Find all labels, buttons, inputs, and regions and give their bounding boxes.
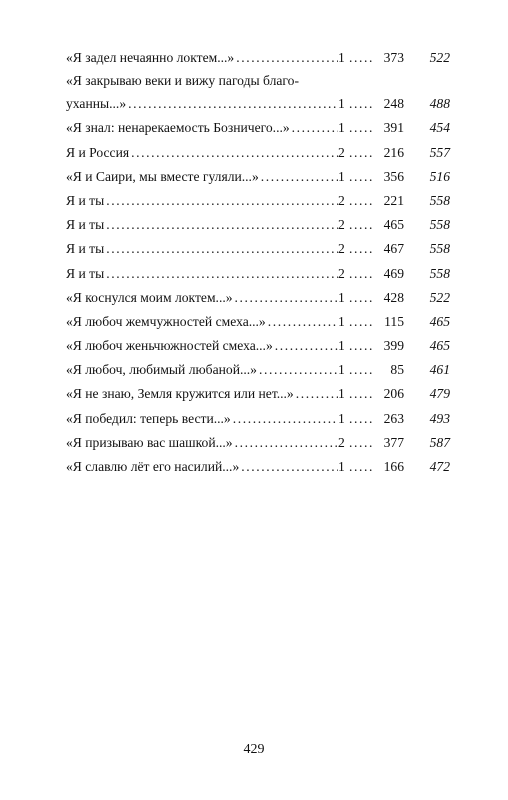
entry-volume: 1 bbox=[338, 410, 345, 426]
entry-title: «Я знал: ненарекаемость Бозничего...» bbox=[66, 120, 290, 136]
entry-title-line1: «Я закрываю веки и вижу пагоды благо- bbox=[66, 73, 299, 89]
dot-leader bbox=[259, 165, 338, 189]
entry-page: 166 bbox=[383, 459, 404, 474]
index-entry bbox=[66, 116, 450, 140]
entry-page: 115 bbox=[384, 313, 404, 329]
index-entry bbox=[66, 382, 450, 406]
entry-title: «Я славлю лёт его насилий...» bbox=[66, 459, 240, 474]
dot-leader bbox=[290, 116, 338, 140]
entry-volume: 1 bbox=[338, 362, 345, 378]
entry-volume: 2 bbox=[338, 192, 345, 208]
dot-leader bbox=[104, 189, 338, 213]
entry-page: 399 bbox=[383, 338, 404, 354]
entry-alt-page: 465 bbox=[429, 313, 450, 329]
index-entry bbox=[66, 141, 450, 165]
index-entry bbox=[66, 92, 450, 116]
index-entry bbox=[66, 262, 450, 286]
dot-leader bbox=[234, 46, 338, 70]
entry-alt-page: 558 bbox=[429, 217, 450, 233]
entry-alt-page: 461 bbox=[429, 362, 450, 378]
dot-leader bbox=[126, 92, 338, 116]
dot-leader bbox=[273, 334, 338, 358]
entry-page: 216 bbox=[383, 144, 404, 160]
entry-volume: 1 bbox=[338, 168, 345, 184]
volume-dots: ..... bbox=[349, 410, 374, 426]
entry-volume: 1 bbox=[338, 50, 345, 65]
entry-alt-page: 558 bbox=[429, 241, 450, 257]
volume-dots: ..... bbox=[349, 144, 374, 160]
entry-title: «Я любоч женьчюжностей смеха...» bbox=[66, 338, 273, 354]
entry-volume: 1 bbox=[338, 289, 345, 305]
volume-dots: ..... bbox=[349, 459, 374, 474]
volume-dots: ..... bbox=[349, 338, 374, 354]
index-entry-first-line bbox=[66, 70, 450, 92]
entry-page: 391 bbox=[383, 120, 404, 136]
volume-dots: ..... bbox=[349, 50, 374, 65]
entry-volume: 2 bbox=[338, 144, 345, 160]
volume-dots: ..... bbox=[349, 96, 374, 112]
index-list bbox=[66, 46, 450, 479]
dot-leader bbox=[231, 407, 338, 431]
volume-dots: ..... bbox=[349, 265, 374, 281]
dot-leader bbox=[233, 286, 338, 310]
entry-page: 85 bbox=[390, 362, 404, 378]
entry-page: 221 bbox=[383, 192, 404, 208]
volume-dots: ..... bbox=[349, 241, 374, 257]
index-entry bbox=[66, 407, 450, 431]
dot-leader bbox=[239, 455, 338, 479]
entry-alt-page: 465 bbox=[429, 338, 450, 354]
index-entry bbox=[66, 213, 450, 237]
index-entry bbox=[66, 237, 450, 261]
entry-volume: 2 bbox=[338, 265, 345, 281]
index-entry bbox=[66, 334, 450, 358]
entry-page: 263 bbox=[383, 410, 404, 426]
volume-dots: ..... bbox=[349, 192, 374, 208]
entry-title: «Я и Саири, мы вместе гуляли...» bbox=[66, 168, 259, 184]
dot-leader bbox=[104, 262, 338, 286]
entry-volume: 1 bbox=[338, 459, 345, 474]
entry-volume: 1 bbox=[338, 386, 345, 402]
dot-leader bbox=[266, 310, 338, 334]
entry-volume: 2 bbox=[338, 217, 345, 233]
entry-title: Я и ты bbox=[66, 265, 105, 281]
entry-page: 377 bbox=[383, 434, 404, 450]
entry-title: «Я любоч жемчужностей смеха...» bbox=[66, 313, 266, 329]
index-entry bbox=[66, 46, 450, 70]
entry-page: 469 bbox=[383, 265, 404, 281]
entry-alt-page: 557 bbox=[429, 144, 450, 160]
entry-alt-page: 522 bbox=[429, 289, 450, 305]
entry-volume: 2 bbox=[338, 241, 345, 257]
entry-page: 206 bbox=[383, 386, 404, 402]
volume-dots: ..... bbox=[349, 120, 374, 136]
entry-alt-page: 472 bbox=[429, 459, 450, 474]
entry-alt-page: 488 bbox=[429, 96, 450, 112]
entry-alt-page: 558 bbox=[429, 192, 450, 208]
entry-volume: 1 bbox=[338, 120, 345, 136]
entry-title: Я и ты bbox=[66, 217, 105, 233]
entry-title: «Я задел нечаянно локтем...» bbox=[66, 50, 235, 65]
entry-page: 428 bbox=[383, 289, 404, 305]
entry-alt-page: 479 bbox=[429, 386, 450, 402]
entry-volume: 1 bbox=[338, 338, 345, 354]
entry-page: 465 bbox=[383, 217, 404, 233]
index-entry bbox=[66, 286, 450, 310]
page-number: 429 bbox=[243, 742, 265, 757]
entry-title: уханны...» bbox=[66, 96, 127, 112]
dot-leader bbox=[104, 237, 338, 261]
entry-page: 356 bbox=[383, 168, 404, 184]
entry-page: 467 bbox=[383, 241, 404, 257]
index-entry bbox=[66, 358, 450, 382]
volume-dots: ..... bbox=[349, 434, 374, 450]
entry-alt-page: 522 bbox=[429, 50, 450, 65]
index-entry bbox=[66, 165, 450, 189]
volume-dots: ..... bbox=[349, 168, 374, 184]
volume-dots: ..... bbox=[349, 362, 374, 378]
entry-title: «Я любоч, любимый любаной...» bbox=[66, 362, 257, 378]
entry-volume: 1 bbox=[338, 313, 345, 329]
entry-alt-page: 558 bbox=[429, 265, 450, 281]
dot-leader bbox=[104, 213, 338, 237]
entry-alt-page: 493 bbox=[429, 410, 450, 426]
volume-dots: ..... bbox=[349, 289, 374, 305]
dot-leader bbox=[129, 141, 338, 165]
index-entry bbox=[66, 310, 450, 334]
entry-alt-page: 516 bbox=[429, 168, 450, 184]
entry-volume: 2 bbox=[338, 434, 345, 450]
dot-leader bbox=[294, 382, 338, 406]
dot-leader bbox=[233, 431, 338, 455]
entry-alt-page: 454 bbox=[429, 120, 450, 136]
entry-title: «Я не знаю, Земля кружится или нет...» bbox=[66, 386, 294, 402]
entry-title: «Я коснулся моим локтем...» bbox=[66, 289, 233, 305]
entry-title: Я и Россия bbox=[66, 144, 130, 160]
entry-title: «Я победил: теперь вести...» bbox=[66, 410, 231, 426]
entry-title: Я и ты bbox=[66, 192, 105, 208]
entry-page: 248 bbox=[383, 96, 404, 112]
index-entry bbox=[66, 189, 450, 213]
entry-page: 373 bbox=[383, 50, 404, 65]
entry-title: «Я призываю вас шашкой...» bbox=[66, 434, 233, 450]
index-entry bbox=[66, 431, 450, 455]
entry-volume: 1 bbox=[338, 96, 345, 112]
volume-dots: ..... bbox=[349, 313, 374, 329]
entry-alt-page: 587 bbox=[429, 434, 450, 450]
dot-leader bbox=[257, 358, 338, 382]
entry-title: Я и ты bbox=[66, 241, 105, 257]
volume-dots: ..... bbox=[349, 386, 374, 402]
volume-dots: ..... bbox=[349, 217, 374, 233]
index-entry bbox=[66, 455, 450, 479]
